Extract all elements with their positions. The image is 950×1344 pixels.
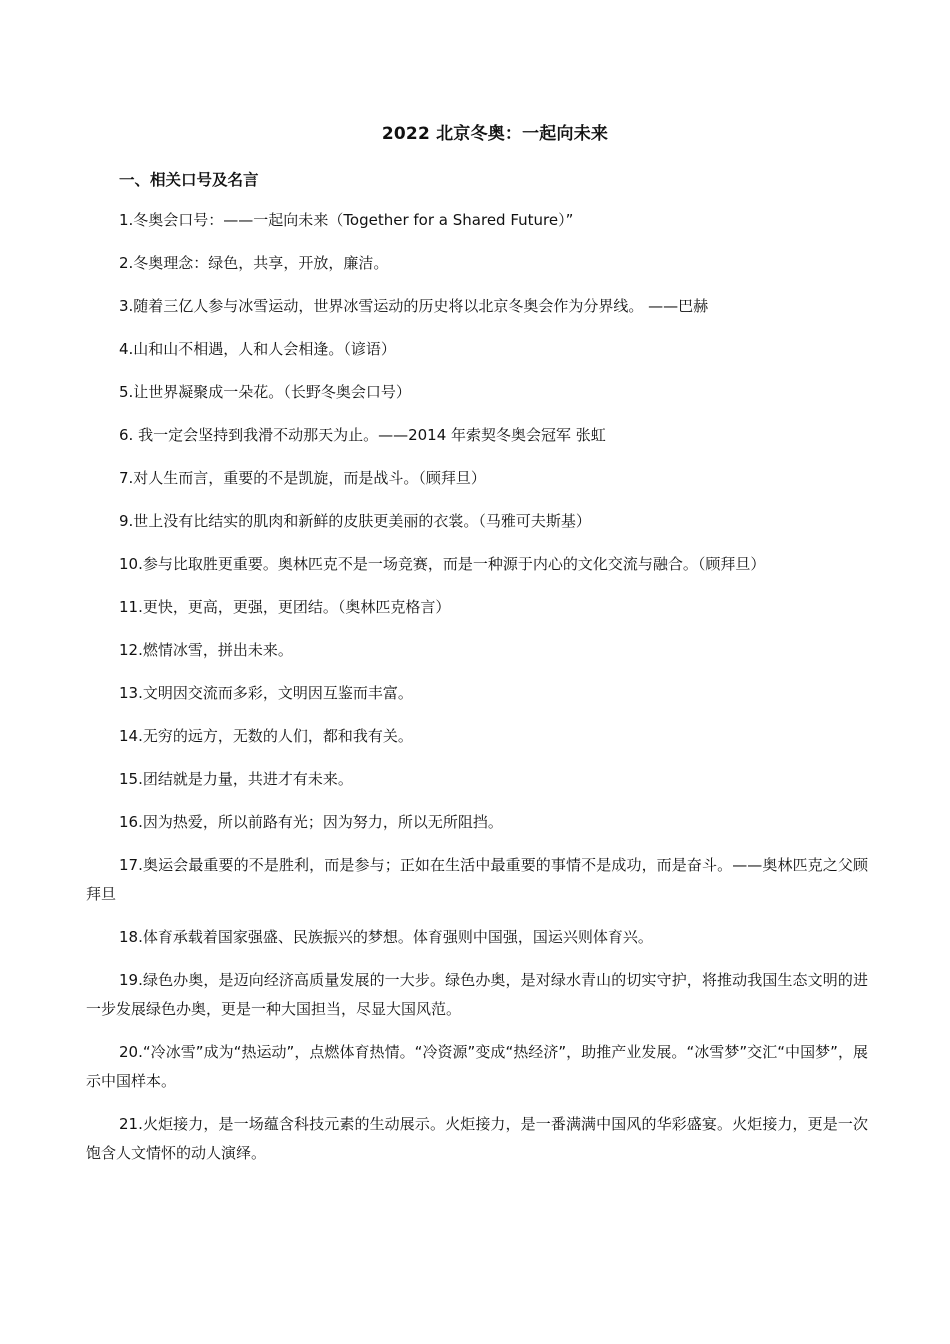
list-item: 18.体育承载着国家强盛、民族振兴的梦想。体育强则中国强，国运兴则体育兴。 [119, 928, 653, 946]
list-item: 16.因为热爱，所以前路有光；因为努力，所以无所阻挡。 [119, 813, 503, 831]
list-item: 11.更快，更高，更强，更团结。（奥林匹克格言） [119, 598, 451, 616]
list-item: 5.让世界凝聚成一朵花。（长野冬奥会口号） [119, 383, 411, 401]
document-title: 2022 北京冬奥：一起向未来 [381, 124, 609, 144]
section-heading: 一、相关口号及名言 [119, 171, 259, 189]
list-item: 10.参与比取胜更重要。奥林匹克不是一场竞赛，而是一种源于内心的文化交流与融合。（顾拜旦） [119, 555, 766, 573]
list-item: 9.世上没有比结实的肌肉和新鲜的皮肤更美丽的衣裳。（马雅可夫斯基） [119, 512, 591, 530]
list-item: 1.冬奥会口号：——一起向未来（Together for a Shared Future）” [119, 211, 574, 229]
list-item: 2.冬奥理念：绿色，共享，开放，廉洁。 [119, 254, 389, 272]
list-item: 7.对人生而言，重要的不是凯旋，而是战斗。（顾拜旦） [119, 469, 486, 487]
list-item: 17.奥运会最重要的不是胜利，而是参与；正如在生活中最重要的事情不是成功，而是奋斗。——奥林匹克之父顾拜旦 [86, 856, 868, 903]
list-item: 4.山和山不相遇，人和人会相逢。（谚语） [119, 340, 396, 358]
list-item: 12.燃情冰雪，拼出未来。 [119, 641, 293, 659]
list-item: 14.无穷的远方，无数的人们，都和我有关。 [119, 727, 413, 745]
list-item: 21.火炬接力，是一场蕴含科技元素的生动展示。火炬接力，是一番满满中国风的华彩盛宴。火炬接力，更是一次饱含人文情怀的动人演绎。 [86, 1115, 868, 1162]
list-item: 19.绿色办奥，是迈向经济高质量发展的一大步。绿色办奥，是对绿水青山的切实守护，将推动我国生态文明的进一步发展绿色办奥，更是一种大国担当，尽显大国风范。 [86, 971, 868, 1018]
list-item: 15.团结就是力量，共进才有未来。 [119, 770, 353, 788]
quote-list [86, 206, 868, 1182]
list-item: 13.文明因交流而多彩，文明因互鉴而丰富。 [119, 684, 413, 702]
list-item: 3.随着三亿人参与冰雪运动，世界冰雪运动的历史将以北京冬奥会作为分界线。 ——巴赫 [119, 297, 709, 315]
list-item: 20.“冷冰雪”成为“热运动”，点燃体育热情。“冷资源”变成“热经济”，助推产业发展。“冰雪梦”交汇“中国梦”，展示中国样本。 [86, 1043, 868, 1090]
list-item: 6. 我一定会坚持到我滑不动那天为止。——2014 年索契冬奥会冠军 张虹 [119, 426, 606, 444]
